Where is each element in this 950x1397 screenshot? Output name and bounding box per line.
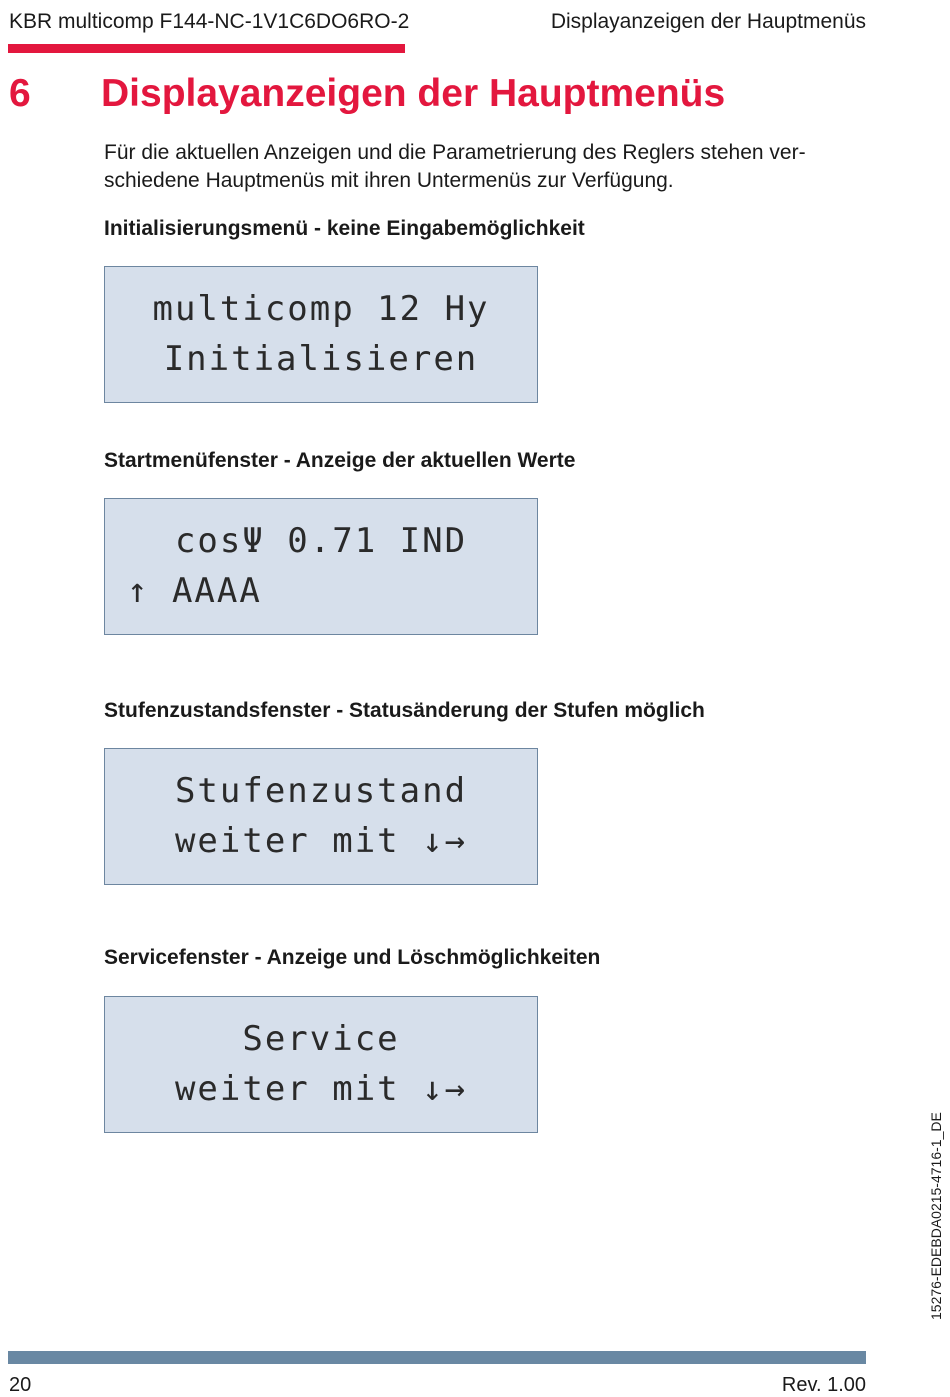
section-heading-stufenzustand: Stufenzustandsfenster - Statusänderung der Stufen möglich [104,699,705,722]
revision-label: Rev. 1.00 [781,1374,866,1396]
header-document-title: KBR multicomp F144-NC-1V1C6DO6RO-2 [9,10,410,33]
section-heading-startmenue: Startmenüfenster - Anzeige der aktuellen Werte [104,449,576,472]
page-number: 20 [9,1374,32,1396]
lcd-line-1: multicomp 12 Hy [152,289,490,329]
header-accent-bar [8,44,405,53]
lcd-line-2: ↑ AAAA [127,571,262,611]
section-heading-service: Servicefenster - Anzeige und Löschmöglichkeiten [104,946,601,969]
lcd-line-1: Stufenzustand [174,771,468,811]
lcd-line-2: weiter mit ↓→ [174,821,468,861]
intro-line-1: Für die aktuellen Anzeigen und die Parametrierung des Reglers stehen ver- [104,141,806,164]
lcd-display-startmenue [104,498,538,635]
section-heading-initialisierung: Initialisierungsmenü - keine Eingabemöglichkeit [104,217,585,240]
intro-line-2: schiedene Hauptmenüs mit ihren Untermenüs zur Verfügung. [104,169,674,192]
lcd-display-stufenzustand [104,748,538,885]
footer-bar [8,1351,866,1364]
header-section-title: Displayanzeigen der Hauptmenüs [550,10,866,33]
lcd-line-1: cosΨ 0.71 IND [174,521,468,561]
lcd-display-initialisierung [104,266,538,403]
lcd-line-2: Initialisieren [163,339,479,379]
chapter-title: Displayanzeigen der Hauptmenüs [101,72,726,115]
intro-paragraph [104,139,844,195]
document-id-vertical: 15276-EDEBDA0215-4716-1_DE [928,1112,944,1320]
chapter-number: 6 [9,72,31,115]
lcd-line-1: Service [242,1019,400,1059]
lcd-line-2: weiter mit ↓→ [174,1069,468,1109]
lcd-display-service [104,996,538,1133]
